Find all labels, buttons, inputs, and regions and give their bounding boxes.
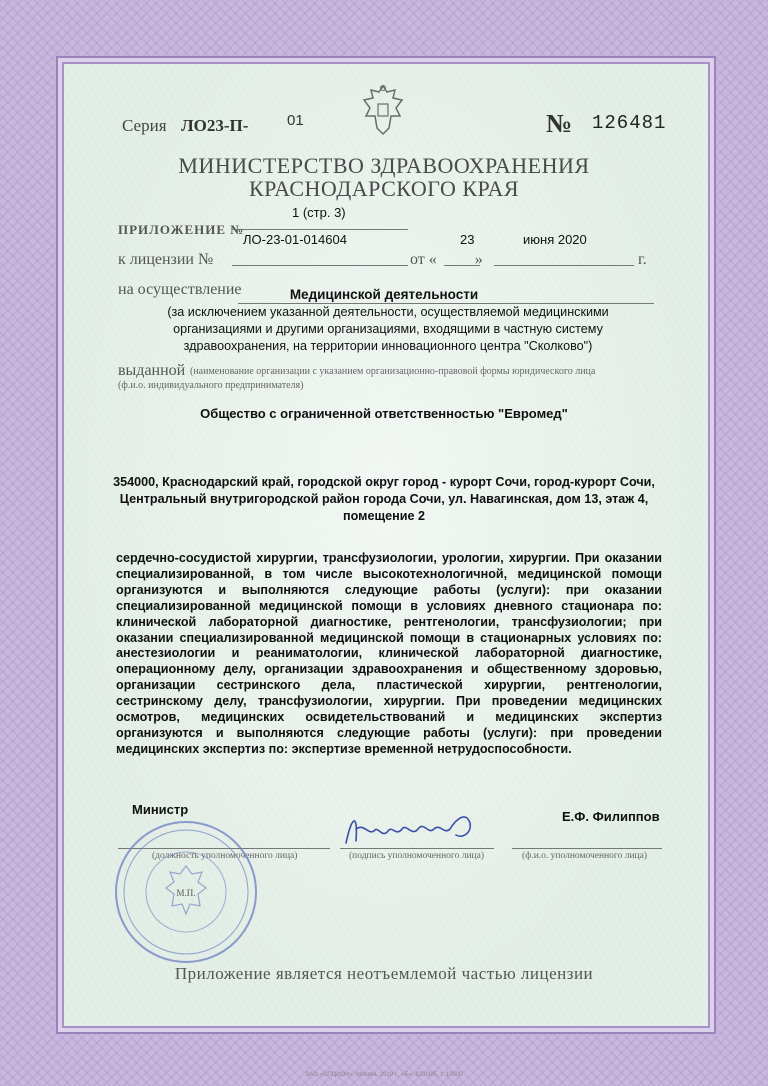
seal-mp-label: М.П. (176, 888, 196, 898)
appendix-value: 1 (стр. 3) (292, 205, 346, 220)
issued-hint-legal-entity: (наименование организации с указанием организационно-правовой формы юридического лица (190, 366, 596, 377)
ministry-title-line1: МИНИСТЕРСТВО ЗДРАВООХРАНЕНИЯ (178, 153, 590, 178)
license-month-underline (494, 265, 634, 266)
series-label: Серия (122, 116, 167, 135)
signature-hint: (подпись уполномоченного лица) (349, 851, 485, 861)
number-sign: № (546, 109, 573, 138)
issued-label: выданной (118, 362, 186, 379)
appendix-label: ПРИЛОЖЕНИЕ № (118, 222, 245, 237)
activity-description: (за исключением указанной деятельности, осуществляемой медицинскими организациями и другими организациями, входящими в частную систему здравоохранения, на территории инновационного центра "Сколково") (167, 305, 609, 353)
ministry-title-line2: КРАСНОДАРСКОГО КРАЯ (248, 176, 520, 201)
license-prefix: к лицензии № (118, 251, 214, 268)
activity-label: на осуществление (118, 281, 242, 298)
signer-position: Министр (132, 802, 189, 817)
official-seal (112, 818, 260, 966)
organization-address: 354000, Краснодарский край, городской округ город - курорт Сочи, город-курорт Сочи, Центральный внутригородской район города Сочи, ул. Навагинская, дом 13, этаж 4, помещение 2 (113, 475, 655, 523)
coat-of-arms-icon (360, 82, 406, 140)
name-hint: (ф.и.о. уполномоченного лица) (522, 851, 648, 861)
license-month-year: июня 2020 (523, 232, 587, 247)
services-text: сердечно-сосудистой хирургии, трансфузиологии, урологии, хирургии. При оказании специализированной, в том числе высокотехнологичной, медицинской помощи организуются и выполняются следующие работы (услуги): при оказании специализированной медицинской помощи в условиях дневного стационара по: клинической лабораторной диагностике, рентгенологии, трансфузиологии; при оказании специализированной медицинской помощи в стационарных условиях по: анестезиологии и реаниматологии, клинической лабораторной диагностике, операционному делу, организации здравоохранения и общественному здоровью, организации сестринского дела, пластической хирургии, рентгенологии, сестринскому делу, трансфузиологии, хирургии. При проведении медицинских осмотров, медицинских освидетельствований и медицинских экспертиз организуются и выполняются следующие работы (услуги): при проведении медицинских экспертиз по: экспертизе временной нетрудоспособности. (116, 551, 662, 756)
form-number: 126481 (592, 112, 667, 134)
printer-imprint: ЗАО «ОПЦИОН», Москва, 2019 г., «Б», 620/385, т. 10000 (305, 1072, 463, 1078)
license-day: 23 (460, 232, 475, 247)
activity-underline (238, 303, 654, 304)
series-number: 01 (287, 112, 304, 129)
handwritten-signature (338, 805, 488, 855)
series-code: ЛО23-П- (181, 116, 249, 135)
license-number: ЛО-23-01-014604 (243, 232, 347, 247)
license-date-label: от « » (410, 251, 483, 268)
name-underline (512, 848, 662, 849)
issued-hint-individual: (ф.и.о. индивидуального предпринимателя) (118, 380, 304, 391)
organization-name: Общество с ограниченной ответственностью "Евромед" (200, 406, 568, 421)
signer-name: Е.Ф. Филиппов (562, 809, 660, 824)
license-day-underline (444, 265, 480, 266)
appendix-underline (232, 229, 408, 230)
license-number-underline (232, 265, 408, 266)
activity-title: Медицинской деятельности (289, 287, 479, 302)
footer-note: Приложение является неотъемлемой частью лицензии (174, 964, 594, 983)
position-hint: (должность уполномоченного лица) (152, 851, 298, 861)
license-year-suffix: г. (638, 251, 647, 268)
